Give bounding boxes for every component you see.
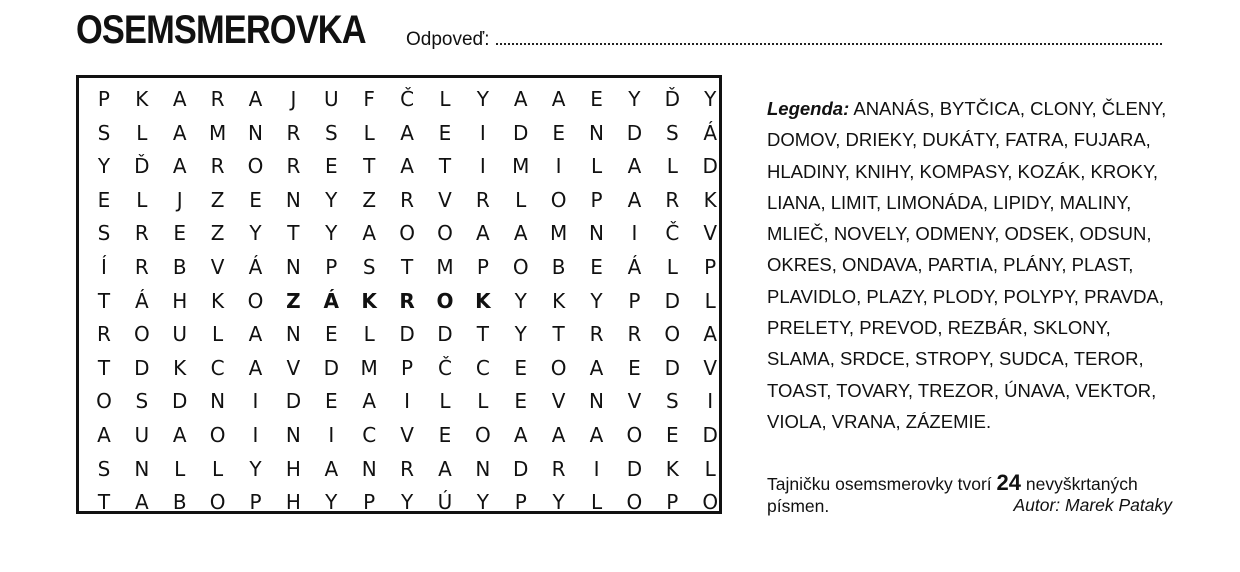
legend: [767, 93, 1172, 437]
grid-cell[interactable]: T: [476, 322, 489, 347]
grid-cell[interactable]: Y: [325, 187, 338, 212]
grid-cell[interactable]: P: [628, 288, 641, 313]
grid-cell[interactable]: Y: [514, 288, 527, 313]
grid-cell[interactable]: O: [550, 355, 567, 380]
grid-cell[interactable]: D: [664, 355, 680, 380]
grid-cell[interactable]: T: [400, 254, 414, 279]
grid-cell[interactable]: A: [589, 422, 604, 447]
grid-cell[interactable]: R: [551, 456, 566, 481]
grid-cell[interactable]: Č: [400, 87, 415, 111]
grid-cell[interactable]: A: [551, 87, 566, 111]
grid-cell[interactable]: O: [209, 422, 226, 447]
legend-words: ANANÁS, BYTČICA, CLONY, ČLENY, DOMOV, DRIEKY, DUKÁTY, FATRA, FUJARA, HLADINY, KNIHY, KOMPASY, KOZÁK, KROKY, LIANA, LIMIT, LIMONÁDA, LIPIDY, MALINY, MLIEČ, NOVELY, ODMENY, ODSEK, ODSUN, OKRES, ONDAVA, PARTIA, PLÁNY, PLAST, PLAVIDLO, PLAZY, PLODY, POLYPY, PRAVDA, PRELETY, PREVOD, REZBÁR, SKLONY, SLAMA, SRDCE, STROPY, SUDCA, TEROR, TOAST, TOVARY, TREZOR, ÚNAVA, VEKTOR, VIOLA, VRANA, ZÁZEMIE.: [767, 98, 1167, 432]
grid-cell[interactable]: I: [328, 422, 335, 447]
grid-cell[interactable]: A: [476, 221, 490, 246]
grid-cell[interactable]: E: [324, 389, 338, 414]
grid-cell[interactable]: O: [247, 154, 264, 179]
grid-row: [85, 318, 729, 352]
grid-cell[interactable]: P: [666, 490, 679, 515]
grid-cell[interactable]: L: [515, 187, 527, 212]
grid-row: [85, 352, 729, 386]
grid-cell[interactable]: J: [176, 187, 183, 212]
grid-cell[interactable]: R: [665, 187, 680, 212]
grid-cell[interactable]: L: [212, 456, 224, 481]
grid-cell[interactable]: A: [248, 87, 263, 111]
grid-cell[interactable]: Á: [134, 288, 149, 313]
grid-cell[interactable]: P: [401, 355, 414, 380]
grid-cell[interactable]: K: [665, 456, 679, 481]
grid-cell[interactable]: L: [136, 187, 148, 212]
grid-cell[interactable]: L: [212, 322, 224, 347]
secret-count: 24: [996, 470, 1022, 495]
grid-cell[interactable]: K: [211, 288, 225, 313]
grid-cell[interactable]: E: [438, 120, 452, 145]
grid-cell[interactable]: L: [439, 87, 451, 111]
grid-cell[interactable]: L: [590, 154, 603, 179]
grid-row: [85, 184, 729, 218]
grid-cell[interactable]: T: [363, 154, 376, 179]
grid-cell[interactable]: E: [514, 355, 528, 380]
grid-cell[interactable]: O: [474, 422, 491, 447]
grid-cell[interactable]: A: [172, 87, 187, 111]
secret-text-after: nevyškrtaných písmen.: [767, 474, 1138, 516]
grid-cell[interactable]: I: [404, 389, 411, 414]
grid-cell[interactable]: E: [97, 187, 111, 212]
grid-cell[interactable]: N: [248, 120, 263, 145]
grid-cell[interactable]: O: [247, 288, 264, 313]
grid-cell[interactable]: O: [96, 389, 112, 414]
grid-cell[interactable]: L: [704, 456, 716, 481]
grid-cell[interactable]: A: [438, 456, 452, 481]
grid-cell[interactable]: N: [589, 221, 604, 246]
grid-cell[interactable]: A: [248, 322, 263, 347]
grid-cell[interactable]: R: [134, 221, 149, 246]
grid-cell[interactable]: M: [360, 355, 378, 380]
grid-cell[interactable]: S: [324, 120, 338, 145]
grid-cell[interactable]: D: [626, 456, 643, 481]
answer-field[interactable]: [496, 28, 1162, 45]
grid-cell[interactable]: E: [514, 389, 528, 414]
answer-line: [406, 28, 1162, 52]
answer-label: Odpoveď:: [406, 29, 490, 50]
grid-cell[interactable]: K: [361, 288, 377, 313]
grid-cell[interactable]: P: [514, 490, 527, 515]
author: Autor: Marek Pataky: [1013, 495, 1172, 515]
grid-cell[interactable]: A: [513, 422, 528, 447]
grid-cell[interactable]: Y: [704, 87, 717, 111]
grid-cell[interactable]: O: [512, 254, 529, 279]
grid-cell[interactable]: U: [172, 322, 188, 347]
grid-row: [85, 385, 729, 419]
grid-cell[interactable]: O: [133, 322, 150, 347]
grid-cell[interactable]: D: [437, 322, 453, 347]
grid-cell[interactable]: D: [323, 355, 339, 380]
grid-cell[interactable]: V: [210, 254, 225, 279]
grid-cell[interactable]: M: [436, 254, 454, 279]
grid-cell[interactable]: Á: [703, 120, 718, 145]
grid-cell[interactable]: U: [323, 87, 339, 111]
grid-cell[interactable]: N: [285, 422, 301, 447]
grid-cell[interactable]: I: [252, 389, 259, 414]
grid-cell[interactable]: Y: [552, 490, 565, 515]
grid-cell[interactable]: D: [172, 389, 188, 414]
grid-row: [85, 419, 729, 453]
grid-cell[interactable]: Č: [437, 355, 452, 380]
grid-cell[interactable]: O: [702, 490, 719, 515]
grid-cell[interactable]: S: [97, 120, 111, 145]
grid-cell[interactable]: Á: [248, 254, 263, 279]
grid-cell[interactable]: O: [437, 221, 453, 246]
grid-cell[interactable]: Y: [514, 322, 527, 347]
grid-cell[interactable]: T: [552, 322, 565, 347]
grid-cell[interactable]: Á: [323, 288, 340, 313]
grid-cell[interactable]: A: [589, 355, 604, 380]
grid-cell[interactable]: O: [209, 490, 226, 515]
grid-cell[interactable]: R: [210, 154, 225, 179]
grid-cell[interactable]: N: [361, 456, 377, 481]
grid-cell[interactable]: R: [627, 322, 642, 347]
grid-cell[interactable]: B: [551, 254, 566, 279]
grid-cell[interactable]: K: [552, 288, 566, 313]
grid-rows: [85, 83, 729, 520]
grid-cell[interactable]: T: [97, 288, 111, 313]
grid-cell[interactable]: E: [552, 120, 565, 145]
grid-cell[interactable]: T: [97, 355, 111, 380]
grid-cell[interactable]: I: [593, 456, 600, 481]
grid-cell[interactable]: B: [172, 254, 187, 279]
grid-cell[interactable]: Y: [590, 288, 603, 313]
grid-cell[interactable]: L: [666, 254, 678, 279]
grid-cell[interactable]: K: [703, 187, 717, 212]
grid-cell[interactable]: S: [362, 254, 376, 279]
grid-cell[interactable]: R: [286, 154, 301, 179]
grid-cell[interactable]: N: [134, 456, 150, 481]
grid-cell[interactable]: D: [513, 120, 529, 145]
grid-cell[interactable]: P: [476, 254, 489, 279]
grid-cell[interactable]: R: [475, 187, 490, 212]
grid-cell[interactable]: Z: [210, 221, 225, 246]
grid-cell[interactable]: A: [703, 322, 718, 347]
grid-cell[interactable]: L: [477, 389, 489, 414]
grid-cell[interactable]: R: [134, 254, 149, 279]
grid-cell[interactable]: S: [665, 120, 679, 145]
grid-cell[interactable]: P: [325, 254, 338, 279]
grid-cell[interactable]: U: [134, 422, 150, 447]
grid-cell[interactable]: R: [399, 288, 415, 313]
grid-cell[interactable]: E: [590, 254, 603, 279]
grid-cell[interactable]: Á: [627, 254, 642, 279]
grid-cell[interactable]: V: [400, 422, 414, 447]
grid-cell[interactable]: D: [664, 288, 680, 313]
grid-cell[interactable]: Z: [210, 187, 225, 212]
grid-cell[interactable]: R: [589, 322, 604, 347]
grid-row: [85, 285, 729, 319]
grid-cell[interactable]: M: [208, 120, 227, 145]
grid-cell[interactable]: L: [174, 456, 186, 481]
grid-cell[interactable]: C: [475, 355, 490, 380]
grid-cell[interactable]: L: [704, 288, 716, 313]
secret-info: [767, 472, 1172, 517]
grid-cell[interactable]: R: [400, 187, 415, 212]
grid-cell[interactable]: H: [285, 456, 301, 481]
grid-cell[interactable]: N: [285, 187, 301, 212]
grid-cell[interactable]: O: [436, 288, 454, 313]
grid-cell[interactable]: D: [626, 120, 643, 145]
grid-cell[interactable]: A: [172, 422, 187, 447]
grid-cell[interactable]: R: [210, 87, 225, 111]
grid-row: [85, 453, 729, 487]
grid-cell[interactable]: A: [172, 120, 187, 145]
grid-cell[interactable]: C: [210, 355, 225, 380]
grid-cell[interactable]: E: [590, 87, 603, 111]
grid-row: [85, 251, 729, 285]
grid-cell[interactable]: Í: [100, 254, 107, 279]
grid-cell[interactable]: N: [285, 254, 301, 279]
grid-cell[interactable]: Z: [362, 187, 377, 212]
grid-cell[interactable]: V: [551, 389, 566, 414]
grid-cell[interactable]: V: [438, 187, 452, 212]
grid-cell[interactable]: S: [97, 456, 111, 481]
grid-cell[interactable]: E: [249, 187, 262, 212]
grid-cell[interactable]: T: [438, 154, 452, 179]
word-grid: [76, 75, 722, 514]
grid-cell[interactable]: P: [97, 87, 110, 111]
grid-cell[interactable]: O: [550, 187, 567, 212]
grid-cell[interactable]: P: [363, 490, 376, 515]
grid-cell[interactable]: D: [702, 154, 718, 179]
grid-cell[interactable]: K: [173, 355, 187, 380]
grid-cell[interactable]: J: [290, 87, 297, 111]
grid-cell[interactable]: A: [551, 422, 566, 447]
grid-cell[interactable]: M: [512, 154, 530, 179]
grid-cell[interactable]: Y: [325, 490, 338, 515]
grid-cell[interactable]: D: [285, 389, 302, 414]
grid-cell[interactable]: A: [362, 221, 377, 246]
grid-cell[interactable]: R: [400, 456, 415, 481]
grid-cell[interactable]: P: [590, 187, 603, 212]
grid-cell[interactable]: S: [665, 389, 679, 414]
grid-cell[interactable]: L: [136, 120, 148, 145]
grid-cell[interactable]: Y: [249, 221, 262, 246]
grid-cell[interactable]: A: [172, 154, 187, 179]
grid-cell[interactable]: L: [590, 490, 603, 515]
grid-cell[interactable]: E: [324, 322, 338, 347]
grid-cell[interactable]: Y: [325, 221, 338, 246]
grid-cell[interactable]: I: [631, 221, 638, 246]
grid-row: [85, 83, 729, 117]
grid-cell[interactable]: Z: [286, 288, 301, 313]
grid-cell[interactable]: Ú: [437, 490, 453, 515]
grid-row: [85, 150, 729, 184]
grid-cell[interactable]: S: [135, 389, 149, 414]
grid-cell[interactable]: N: [475, 456, 491, 481]
grid-cell[interactable]: I: [555, 154, 562, 179]
grid-cell[interactable]: I: [479, 120, 486, 145]
grid-cell[interactable]: D: [399, 322, 415, 347]
grid-cell[interactable]: V: [627, 389, 642, 414]
grid-row: [85, 117, 729, 151]
grid-cell[interactable]: A: [400, 120, 414, 145]
grid-cell[interactable]: D: [513, 456, 529, 481]
grid-cell[interactable]: O: [664, 322, 681, 347]
secret-text-before: Tajničku osemsmerovky tvorí: [767, 474, 992, 494]
grid-cell[interactable]: R: [286, 120, 301, 145]
grid-row: [85, 486, 729, 520]
grid-cell[interactable]: T: [287, 221, 300, 246]
grid-cell[interactable]: L: [363, 120, 375, 145]
legend-label: Legenda:: [767, 98, 850, 119]
grid-cell[interactable]: N: [210, 389, 226, 414]
grid-cell[interactable]: I: [479, 154, 486, 179]
grid-cell[interactable]: Y: [628, 87, 641, 111]
grid-cell[interactable]: E: [324, 154, 338, 179]
grid-cell[interactable]: Y: [97, 154, 111, 179]
grid-cell[interactable]: Ď: [134, 154, 150, 179]
grid-cell[interactable]: A: [97, 422, 111, 447]
grid-cell[interactable]: C: [362, 422, 377, 447]
puzzle-title: OSEMSMEROVKA: [76, 8, 366, 52]
grid-cell[interactable]: A: [627, 154, 642, 179]
grid-cell[interactable]: S: [97, 221, 111, 246]
grid-cell[interactable]: R: [96, 322, 111, 347]
grid-cell[interactable]: N: [589, 120, 604, 145]
grid-cell[interactable]: F: [363, 87, 375, 111]
grid-cell[interactable]: I: [707, 389, 714, 414]
grid-cell[interactable]: A: [627, 187, 642, 212]
grid-cell[interactable]: D: [702, 422, 718, 447]
grid-cell[interactable]: Ď: [664, 87, 680, 111]
grid-cell[interactable]: E: [438, 422, 452, 447]
grid-cell[interactable]: E: [628, 355, 641, 380]
grid-cell[interactable]: A: [400, 154, 414, 179]
grid-cell[interactable]: V: [703, 355, 718, 380]
grid-cell[interactable]: Y: [476, 87, 489, 111]
grid-cell[interactable]: I: [252, 422, 259, 447]
grid-cell[interactable]: B: [172, 490, 187, 515]
grid-cell[interactable]: E: [173, 221, 187, 246]
grid-cell[interactable]: H: [285, 490, 301, 515]
grid-cell[interactable]: D: [134, 355, 150, 380]
grid-cell[interactable]: Č: [665, 221, 680, 246]
grid-cell[interactable]: V: [703, 221, 718, 246]
grid-cell[interactable]: A: [513, 87, 528, 111]
grid-cell[interactable]: O: [399, 221, 415, 246]
grid-cell[interactable]: L: [439, 389, 451, 414]
grid-row: [85, 217, 729, 251]
grid-cell[interactable]: A: [248, 355, 263, 380]
grid-cell[interactable]: A: [134, 490, 149, 515]
grid-cell[interactable]: N: [285, 322, 301, 347]
grid-cell[interactable]: Y: [249, 456, 262, 481]
grid-cell[interactable]: A: [362, 389, 377, 414]
grid-cell[interactable]: P: [704, 254, 717, 279]
grid-cell[interactable]: L: [363, 322, 375, 347]
grid-cell[interactable]: L: [666, 154, 678, 179]
grid-cell[interactable]: Y: [476, 490, 489, 515]
grid-cell[interactable]: O: [626, 422, 643, 447]
grid-cell[interactable]: Y: [400, 490, 414, 515]
grid-cell[interactable]: K: [135, 87, 149, 111]
grid-cell[interactable]: M: [550, 221, 568, 246]
grid-cell[interactable]: O: [626, 490, 643, 515]
grid-cell[interactable]: P: [249, 490, 262, 515]
grid-cell[interactable]: V: [286, 355, 301, 380]
grid-cell[interactable]: H: [172, 288, 188, 313]
grid-cell[interactable]: A: [513, 221, 528, 246]
grid-cell[interactable]: K: [475, 288, 491, 313]
grid-cell[interactable]: A: [324, 456, 339, 481]
grid-cell[interactable]: E: [665, 422, 679, 447]
grid-cell[interactable]: N: [589, 389, 604, 414]
grid-cell[interactable]: T: [97, 490, 111, 515]
